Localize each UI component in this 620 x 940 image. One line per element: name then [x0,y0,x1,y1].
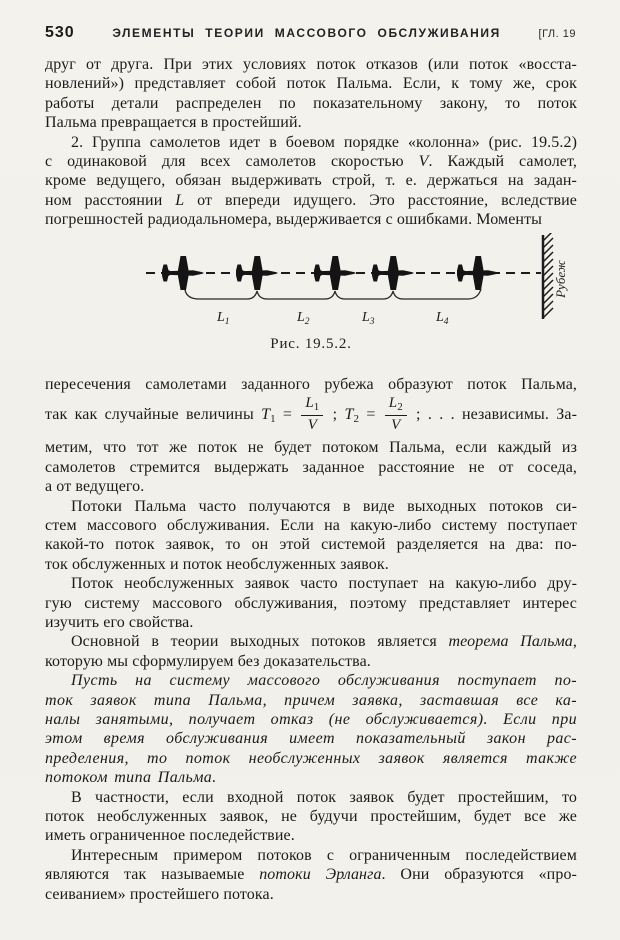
text-run: ток обслуженных и поток необслуженных заявок. [45,555,389,573]
text-run: , [572,633,577,651]
paragraph [45,574,577,632]
distance-label-l1: $L_1$ [217,309,230,327]
text-line [45,710,577,729]
text-run: поток необслуженных заявок, не будучи простейшим, будет все же [45,808,577,826]
text-line [45,152,577,171]
text-run: ; . . . независимы. За- [408,406,577,424]
text-run: с одинаковой для всех самолетов скоростью [45,153,419,171]
text-run: = [275,406,300,424]
text-run: В частности, если входной поток заявок будет простейшим, то [71,788,577,806]
distance-label-l2: $L_2$ [297,309,310,327]
airplane-icon [372,256,414,290]
text-run: L [305,395,314,412]
text-run: а от ведущего. [45,478,145,496]
airplane-icon [236,256,278,290]
distance-label-l3: $L_3$ [362,309,375,327]
text-run: V [391,417,401,434]
paragraph [45,375,577,497]
paragraph [45,671,577,787]
text-run: пределения, то поток необслуженных заявок является также [45,749,577,767]
text-run: друг от друга. При этих условиях поток отказов (или поток «восста- [45,56,577,73]
text-run: сеиванием» простейшего потока. [45,885,274,903]
chapter-reference: [ГЛ. 19 [538,28,576,40]
text-run: потоки Эрланга [259,866,382,884]
airplane-icon [457,256,499,290]
paragraph [45,788,577,846]
text-run: . Каждый самолет, [428,153,577,171]
text-run: от впереди идущего. Это расстояние, вследствие [184,191,577,209]
text-run: кроме ведущего, обязан выдерживать строй, т. е. держаться на задан- [45,172,577,190]
running-title: ЭЛЕМЕНТЫ ТЕОРИИ МАССОВОГО ОБСЛУЖИВАНИЯ [112,26,501,40]
text-line [45,632,577,651]
text-run: стем массового обслуживания. Если на какую-либо систему поступает [45,516,577,534]
text-run: теорема Пальма [448,633,573,651]
figure-19-5-2 [45,233,577,354]
text-run: Поток необслуженных заявок часто поступает на какую-либо дру- [71,575,577,593]
boundary-hatching [543,233,553,318]
text-run: Пальма превращается в простейший. [45,114,302,132]
figure-drawing [83,233,577,354]
text-run: L [388,395,398,412]
text-line [45,133,577,152]
text-line [45,555,577,574]
text-line [45,826,577,845]
text-line [45,94,577,113]
page-header [45,24,576,42]
text-line [45,691,577,710]
text-run: самолетов стремится выдержать заданное расстояние не от соседа, [45,458,577,476]
text-run: гую систему массового обслуживания, поэтому представляет интерес [45,594,577,612]
text-run: T [344,406,354,424]
text-line [45,807,577,826]
text-run: Пусть на систему массового обслуживания поступает по- [71,672,577,690]
text-run: ном расстоянии [45,191,176,209]
text-line [45,458,577,477]
text-line [45,613,577,632]
text-line [45,210,577,229]
text-run: 1 [313,401,320,414]
distance-label-l4: $L_4$ [436,309,449,327]
paragraph [45,497,577,575]
paragraph-block-after-figure [45,375,577,904]
text-line [45,749,577,768]
text-line [45,671,577,690]
text-run: V [307,417,317,434]
text-run: Основной в теории выходных потоков является [71,633,449,651]
figure-caption: Рис. 19.5.2. [270,335,352,352]
text-line [45,729,577,748]
boundary-label: Рубеж [553,259,568,298]
fraction [385,395,407,434]
text-line [45,652,577,671]
text-line [45,477,577,496]
text-line [45,865,577,884]
distance-brace [185,289,481,299]
text-run: так как случайные величины [45,406,262,424]
flight-column-diagram [83,233,620,333]
airplane-icon [162,256,204,290]
text-line [45,497,577,516]
text-line [45,535,577,554]
text-line [45,574,577,593]
text-run: погрешностей радиодальномера, выдерживается с ошибками. Моменты [45,211,543,229]
text-run: ; [325,406,345,424]
text-run: Потоки Пальма часто получаются в виде выходных потоков си- [71,497,577,515]
text-run: 2. Группа самолетов идет в боевом порядке «колонна» (рис. 19.5.2) [71,133,577,151]
page-number: 530 [45,24,75,41]
paragraph [45,55,577,133]
text-run: V [418,153,429,171]
text-line [45,788,577,807]
text-run: новлений») представляет собой поток Пальма. Если, к тому же, срок [45,75,577,93]
text-run: T [261,406,271,424]
text-line [45,394,577,438]
text-line [45,885,577,904]
text-run: . Они образуются «про- [381,866,577,884]
text-run: потоком типа Пальма. [45,769,217,787]
text-run: метим, что тот же поток не будет потоком Пальма, если каждый из [45,439,577,457]
text-line [45,768,577,787]
text-run: работы детали распределен по показательному закону, то поток [45,94,577,112]
text-line [45,438,577,457]
text-line [45,594,577,613]
text-run: ток заявок типа Пальма, причем заявка, заставшая все ка- [45,691,577,709]
text-run: 1 [270,413,276,426]
text-run: которую мы сформулируем без доказательства. [45,652,371,670]
text-run: = [359,406,383,424]
text-line [45,191,577,210]
text-line [45,113,577,132]
text-run: изучить его свойства. [45,614,194,632]
text-line [45,516,577,535]
paragraph [45,632,577,671]
text-line [45,375,577,394]
text-line [45,55,577,74]
paragraph [45,133,577,230]
text-run: L [175,191,185,209]
text-run: пересечения самолетами заданного рубежа образуют поток Пальма, [45,376,577,394]
text-run: 2 [397,401,403,414]
paragraph [45,846,577,904]
body-text [45,55,577,904]
text-run: этом время обслуживания имеет показательный закон рас- [45,730,577,748]
text-run: 2 [353,413,360,426]
text-line [45,74,577,93]
text-line [45,846,577,865]
airplane-icon [314,256,356,290]
fraction [301,395,323,434]
paragraph-block-before-figure [45,55,577,230]
text-run: Интересным примером потоков с ограниченным последействием [71,846,577,864]
text-run: какой-то поток заявок, то он этой системой разделяется на два: по- [45,536,577,554]
text-line [45,171,577,190]
text-run: налы занятыми, получает отказ (не обслуживается). Если при [45,711,577,729]
text-run: являются так называемые [45,866,260,884]
text-run: иметь ограниченное последействие. [45,827,295,845]
